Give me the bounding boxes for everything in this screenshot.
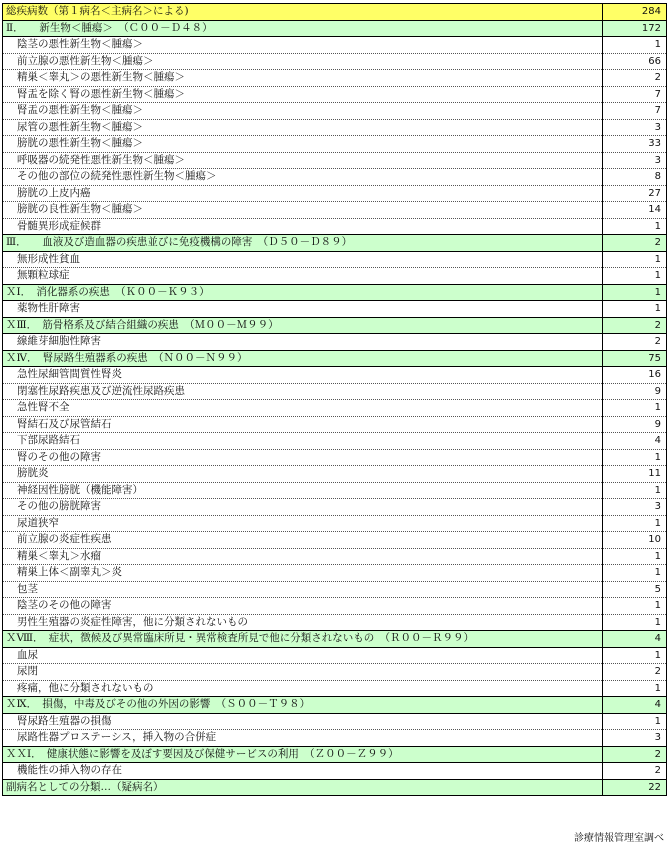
case-count: 7	[603, 103, 667, 120]
table-row	[3, 251, 667, 268]
disease-name: 前立腺の炎症性疾患	[3, 532, 603, 549]
disease-name: 下部尿路結石	[3, 433, 603, 450]
case-count: 3	[603, 730, 667, 747]
table-row	[3, 301, 667, 318]
table-row	[3, 680, 667, 697]
table-row	[3, 70, 667, 87]
category-row	[3, 779, 667, 796]
disease-name: Ⅲ． 血液及び造血器の疾患並びに免疫機構の障害 （Ｄ５０－Ｄ８９）	[3, 235, 603, 252]
disease-name: 精巣＜睾丸＞水瘤	[3, 548, 603, 565]
table-row	[3, 664, 667, 681]
disease-name: 陰茎のその他の障害	[3, 598, 603, 615]
disease-name: 腎のその他の障害	[3, 449, 603, 466]
disease-stats-table	[2, 3, 667, 796]
disease-name: ＸⅠ． 消化器系の疾患 （Ｋ００－Ｋ９３）	[3, 284, 603, 301]
table-row	[3, 400, 667, 417]
disease-name: 急性尿細管間質性腎炎	[3, 367, 603, 384]
table-row	[3, 152, 667, 169]
category-row	[3, 20, 667, 37]
table-row	[3, 334, 667, 351]
disease-name: 膀胱の悪性新生物＜腫瘍＞	[3, 136, 603, 153]
table-row	[3, 713, 667, 730]
table-row	[3, 202, 667, 219]
table-row	[3, 532, 667, 549]
table-row	[3, 268, 667, 285]
category-row	[3, 235, 667, 252]
disease-name: 薬物性肝障害	[3, 301, 603, 318]
case-count: 1	[603, 284, 667, 301]
disease-name: 尿道狭窄	[3, 515, 603, 532]
disease-name: 腎尿路生殖器の損傷	[3, 713, 603, 730]
disease-stats-table-body	[3, 4, 667, 796]
disease-name: 神経因性膀胱（機能障害）	[3, 482, 603, 499]
case-count: 1	[603, 218, 667, 235]
case-count: 9	[603, 383, 667, 400]
table-row	[3, 763, 667, 780]
case-count: 4	[603, 631, 667, 648]
disease-name: 精巣上体＜副睾丸＞炎	[3, 565, 603, 582]
disease-name: 骨髄異形成症候群	[3, 218, 603, 235]
case-count: 2	[603, 763, 667, 780]
category-row	[3, 317, 667, 334]
table-row	[3, 103, 667, 120]
table-row	[3, 383, 667, 400]
case-count: 1	[603, 713, 667, 730]
disease-name: 閉塞性尿路疾患及び逆流性尿路疾患	[3, 383, 603, 400]
table-row	[3, 515, 667, 532]
case-count: 2	[603, 664, 667, 681]
case-count: 1	[603, 515, 667, 532]
case-count: 7	[603, 86, 667, 103]
case-count: 3	[603, 499, 667, 516]
case-count: 9	[603, 416, 667, 433]
table-row	[3, 86, 667, 103]
source-footnote: 診療情報管理室調べ	[574, 833, 664, 844]
case-count: 1	[603, 614, 667, 631]
disease-name: 無形成性貧血	[3, 251, 603, 268]
table-row	[3, 581, 667, 598]
category-row	[3, 284, 667, 301]
case-count: 1	[603, 647, 667, 664]
table-row	[3, 449, 667, 466]
disease-name: 腎盂を除く腎の悪性新生物＜腫瘍＞	[3, 86, 603, 103]
disease-name: 精巣＜睾丸＞の悪性新生物＜腫瘍＞	[3, 70, 603, 87]
table-row	[3, 548, 667, 565]
case-count: 284	[603, 4, 667, 21]
table-row	[3, 466, 667, 483]
table-row	[3, 218, 667, 235]
case-count: 75	[603, 350, 667, 367]
case-count: 3	[603, 119, 667, 136]
table-row	[3, 119, 667, 136]
disease-name: 機能性の挿入物の存在	[3, 763, 603, 780]
disease-name: 呼吸器の続発性悪性新生物＜腫瘍＞	[3, 152, 603, 169]
disease-name: 副病名としての分類…（疑病名）	[3, 779, 603, 796]
disease-name: 腎盂の悪性新生物＜腫瘍＞	[3, 103, 603, 120]
case-count: 1	[603, 598, 667, 615]
case-count: 1	[603, 449, 667, 466]
disease-name: 疼痛，他に分類されないもの	[3, 680, 603, 697]
disease-name: 包茎	[3, 581, 603, 598]
disease-name: 膀胱炎	[3, 466, 603, 483]
case-count: 10	[603, 532, 667, 549]
disease-name: ＸⅧ． 症状，徴候及び異常臨床所見・異常検査所見で他に分類されないもの （Ｒ００－Ｒ９９）	[3, 631, 603, 648]
case-count: 1	[603, 301, 667, 318]
case-count: 8	[603, 169, 667, 186]
disease-name: 前立腺の悪性新生物＜腫瘍＞	[3, 53, 603, 70]
disease-name: ＸⅨ． 損傷，中毒及びその他の外因の影響 （Ｓ００－Ｔ９８）	[3, 697, 603, 714]
case-count: 3	[603, 152, 667, 169]
disease-name: 血尿	[3, 647, 603, 664]
disease-name: Ⅱ． 新生物＜腫瘍＞ （Ｃ００－Ｄ４８）	[3, 20, 603, 37]
disease-name: ＸⅢ． 筋骨格系及び結合組織の疾患 （Ｍ００－Ｍ９９）	[3, 317, 603, 334]
case-count: 1	[603, 680, 667, 697]
case-count: 22	[603, 779, 667, 796]
table-row	[3, 53, 667, 70]
disease-name: 総疾病数（第１病名＜主病名＞による)	[3, 4, 603, 21]
table-row	[3, 185, 667, 202]
case-count: 66	[603, 53, 667, 70]
disease-name: 無顆粒球症	[3, 268, 603, 285]
case-count: 11	[603, 466, 667, 483]
case-count: 2	[603, 746, 667, 763]
table-row	[3, 565, 667, 582]
table-row	[3, 647, 667, 664]
category-row	[3, 631, 667, 648]
category-row	[3, 697, 667, 714]
table-row	[3, 614, 667, 631]
case-count: 4	[603, 433, 667, 450]
disease-name: ＸＸⅠ． 健康状態に影響を及ぼす要因及び保健サービスの利用 （Ｚ００－Ｚ９９）	[3, 746, 603, 763]
case-count: 1	[603, 482, 667, 499]
disease-name: 尿管の悪性新生物＜腫瘍＞	[3, 119, 603, 136]
table-row	[3, 482, 667, 499]
disease-name: 膀胱の上皮内癌	[3, 185, 603, 202]
case-count: 16	[603, 367, 667, 384]
case-count: 1	[603, 37, 667, 54]
case-count: 2	[603, 317, 667, 334]
case-count: 27	[603, 185, 667, 202]
category-row	[3, 350, 667, 367]
disease-name: 尿路性器プロステーシス，挿入物の合併症	[3, 730, 603, 747]
disease-name: 陰茎の悪性新生物＜腫瘍＞	[3, 37, 603, 54]
case-count: 1	[603, 565, 667, 582]
case-count: 5	[603, 581, 667, 598]
table-row	[3, 136, 667, 153]
table-row	[3, 598, 667, 615]
table-row	[3, 433, 667, 450]
category-row	[3, 746, 667, 763]
disease-stats-table-container	[2, 3, 666, 796]
case-count: 172	[603, 20, 667, 37]
disease-name: 男性生殖器の炎症性障害，他に分類されないもの	[3, 614, 603, 631]
case-count: 2	[603, 235, 667, 252]
disease-name: 急性腎不全	[3, 400, 603, 417]
disease-name: その他の部位の続発性悪性新生物＜腫瘍＞	[3, 169, 603, 186]
disease-name: 膀胱の良性新生物＜腫瘍＞	[3, 202, 603, 219]
case-count: 33	[603, 136, 667, 153]
disease-name: 線維芽細胞性障害	[3, 334, 603, 351]
case-count: 2	[603, 70, 667, 87]
case-count: 1	[603, 268, 667, 285]
disease-name: 尿閉	[3, 664, 603, 681]
disease-name: ＸⅣ． 腎尿路生殖器系の疾患 （Ｎ００－Ｎ９９）	[3, 350, 603, 367]
case-count: 2	[603, 334, 667, 351]
case-count: 1	[603, 548, 667, 565]
disease-name: 腎結石及び尿管結石	[3, 416, 603, 433]
table-row	[3, 416, 667, 433]
case-count: 4	[603, 697, 667, 714]
table-row	[3, 367, 667, 384]
total-row	[3, 4, 667, 21]
table-row	[3, 499, 667, 516]
table-row	[3, 169, 667, 186]
case-count: 1	[603, 400, 667, 417]
case-count: 14	[603, 202, 667, 219]
table-row	[3, 730, 667, 747]
table-row	[3, 37, 667, 54]
disease-name: その他の膀胱障害	[3, 499, 603, 516]
case-count: 1	[603, 251, 667, 268]
